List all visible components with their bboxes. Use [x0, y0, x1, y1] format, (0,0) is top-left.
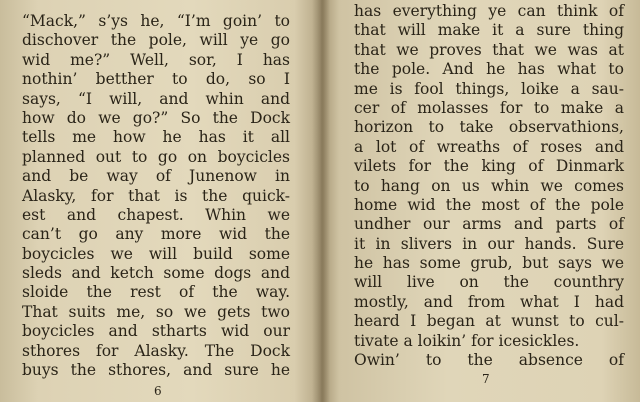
- text-line: that will make it a sure thing: [354, 21, 624, 40]
- text-line: it in slivers in our hands. Sure: [354, 234, 624, 253]
- text-line: “Mack,” s’ys he, “I’m goin’ to: [22, 12, 290, 30]
- text-line: That suits me, so we gets two: [22, 302, 290, 321]
- text-line: horizon to take observathions,: [354, 118, 624, 137]
- text-line: boycicles we will build some: [22, 244, 290, 263]
- text-line: nothin’ betther to do, so I: [22, 70, 290, 89]
- text-line: sthores for Alasky. The Dock: [22, 341, 290, 360]
- text-line: cer of molasses for to make a: [354, 98, 624, 117]
- text-line: will live on the counthry: [354, 273, 624, 292]
- left-page: [0, 0, 318, 402]
- text-line: mostly, and from what I had: [354, 292, 624, 311]
- text-line: he has some grub, but says we: [354, 254, 624, 273]
- page-number: 7: [482, 372, 490, 386]
- text-line: a lot of wreaths of roses and: [354, 137, 624, 156]
- text-line: and be way of Junenow in: [22, 167, 290, 186]
- text-line: est and chapest. Whin we: [22, 205, 290, 224]
- left-page-text: [22, 12, 290, 380]
- text-line: undher our arms and parts of: [354, 215, 624, 234]
- text-line: me is fool things, loike a sau-: [354, 79, 624, 98]
- text-line: can’t go any more wid the: [22, 225, 290, 244]
- right-page-text: [354, 2, 624, 370]
- text-line: dischover the pole, will ye go: [22, 31, 290, 50]
- text-line: planned out to go on boycicles: [22, 147, 290, 166]
- text-line: how do we go?” So the Dock: [22, 108, 290, 127]
- text-line: vilets for the king of Dinmark: [354, 157, 624, 176]
- text-line: boycicles and stharts wid our: [22, 322, 290, 341]
- text-line: buys the sthores, and sure he: [22, 361, 290, 380]
- text-line: wid me?” Well, sor, I has: [22, 50, 290, 69]
- text-line: tivate a loikin’ for icesickles.: [354, 331, 580, 350]
- page-number: 6: [154, 384, 162, 398]
- text-line: home wid the most of the pole: [354, 195, 624, 214]
- text-line: Owin’ to the absence of: [354, 351, 624, 370]
- text-line: heard I began at wunst to cul-: [354, 312, 624, 331]
- text-line: says, “I will, and whin and: [22, 89, 290, 108]
- text-line: has everything ye can think of: [354, 2, 624, 20]
- text-line: the pole. And he has what to: [354, 60, 624, 79]
- right-page: [322, 0, 640, 402]
- text-line: to hang on us whin we comes: [354, 176, 624, 195]
- text-line: sleds and ketch some dogs and: [22, 264, 290, 283]
- text-line: sloide the rest of the way.: [22, 283, 290, 302]
- text-line: Alasky, for that is the quick-: [22, 186, 290, 205]
- text-line: that we proves that we was at: [354, 40, 624, 59]
- text-line: tells me how he has it all: [22, 128, 290, 147]
